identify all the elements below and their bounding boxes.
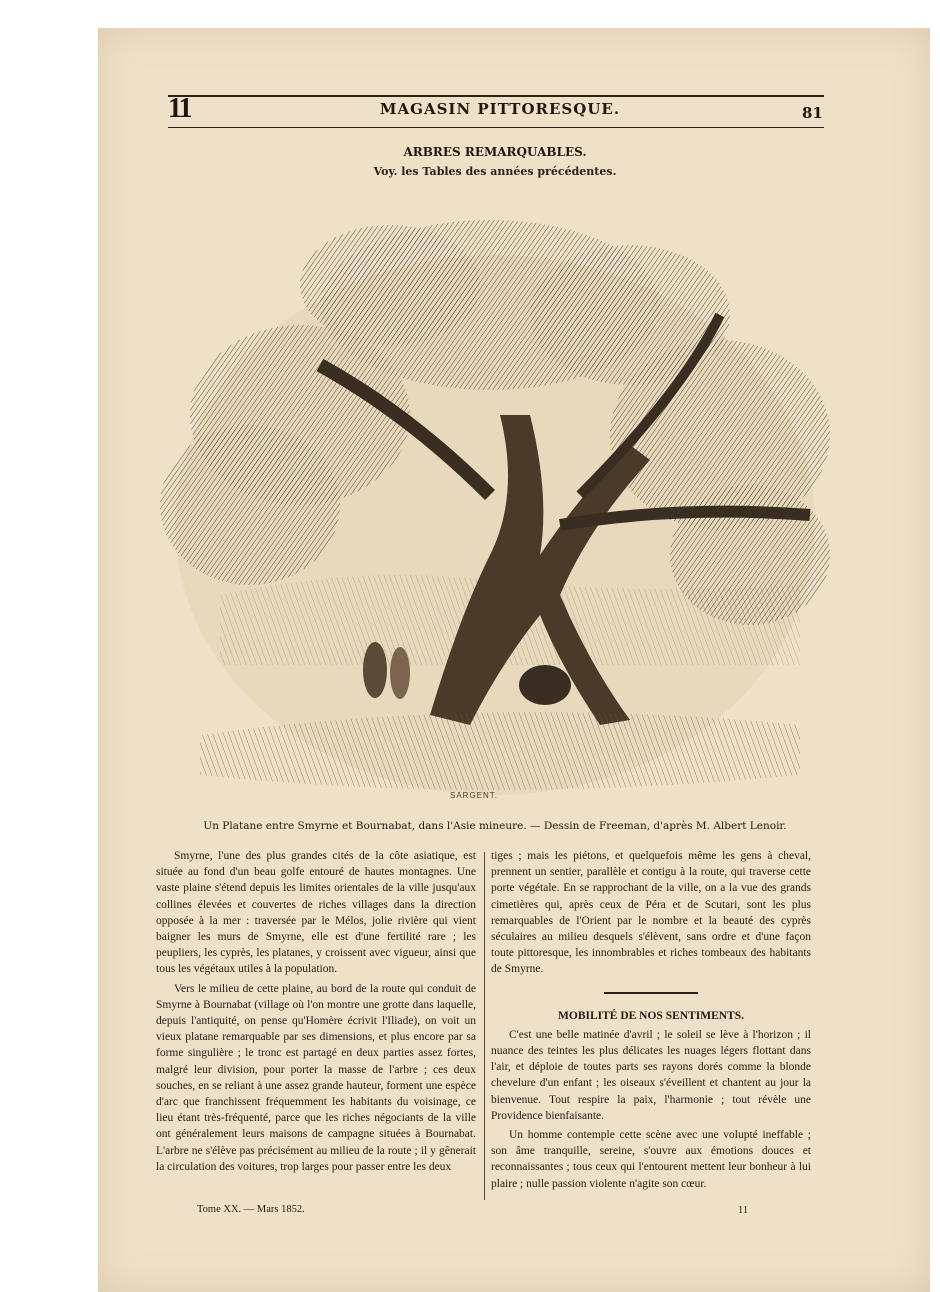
paragraph: tiges ; mais les piétons, et quelquefois même les gens à cheval, prennent un sentier, parallèle et contigu à la route, qui traverse cette porte végétale. En se rapprochant de la ville, on a la vue des grands cimetières qui, après ceux de Péra et de Scutari, sont les plus remarquables de l'Orient par le nombre et la beauté des cyprès séculaires au milieu desquels s'élèvent, sans ordre et d'une façon toute pittoresque, les innombrables et riches tombeaux des habitants de Smyrne. [491, 850, 811, 976]
article-subtitle: Voy. les Tables des années précédentes. [373, 165, 617, 178]
section-separator [604, 992, 698, 994]
figure-rider [519, 665, 571, 705]
column-right [491, 848, 811, 1195]
column-divider [484, 852, 485, 1200]
figure-women [363, 642, 387, 698]
volume-line: Tome XX. — Mars 1852. [197, 1204, 305, 1215]
paragraph: Vers le milieu de cette plaine, au bord de la route qui conduit de Smyrne à Bournabat (village où l'on montre une grotte dans laquelle, depuis l'antiquité, on pense qu'Homère écrivit l'Iliade), on voit un vieux platane remarquable par ses dimensions, et plus encore par sa forme singulière ; le tronc est partagé en deux parties assez fortes, malgré leur division, pour porter la masse de l'arbre ; ces deux souches, en se reliant à une assez grande hauteur, forment une espèce d'arc que franchissent fréquemment les habitants du voisinage, ce lieu étant très-fréquenté, parce que les riches négociants de la ville ont généralement leurs maisons de campagne situées à Bournabat. L'arbre ne s'élève pas précisément au milieu de la route ; il y gênerait la circulation des voitures, trop larges pour passer entre les deux [156, 982, 476, 1173]
header-rule-bottom [168, 127, 824, 128]
second-article-title: MOBILITÉ DE NOS SENTIMENTS. [558, 1009, 744, 1022]
engraver-signature: SARGENT. [450, 791, 499, 800]
page-number: 81 [802, 104, 823, 122]
illustration-caption: Un Platane entre Smyrne et Bournabat, dans l'Asie mineure. — Dessin de Freeman, d'après M. Albert Lenoir. [203, 820, 787, 832]
paragraph: Un homme contemple cette scène avec une volupté ineffable ; son âme tranquille, sereine, s'ouvre aux émotions douces et reconnaissantes ; tous ceux qui l'entourent mettent leur bonheur à lui plaire ; nulle passion violente n'agite son cœur. [491, 1129, 811, 1190]
running-header-title: MAGASIN PITTORESQUE. [379, 100, 621, 118]
signature-mark: 11 [738, 1205, 749, 1216]
folio-left: 11 [168, 93, 191, 124]
paragraph: C'est une belle matinée d'avril ; le soleil se lève à l'horizon ; il nuance des teintes les plus délicates les nuages légers flottant dans l'air, et déploie de toutes parts ses rayons dorés comme la blonde chevelure d'un enfant ; les oiseaux s'éveillent et chantent au jour la bienvenue. Tout respire la paix, l'harmonie ; tout révèle une Providence bienfaisante. [491, 1028, 811, 1122]
paragraph: Smyrne, l'une des plus grandes cités de la côte asiatique, est située au fond d'un beau golfe entouré de hautes montagnes. Une vaste plaine s'étend depuis les limites orientales de la ville jusqu'aux collines élevées et couvertes de riches villages dans la direction opposée à la mer : traversée par le Mélos, jolie rivière qui vient baigner les murs de Smyrne, elle est d'une fertilité rare ; les peupliers, les cyprès, les platanes, y croissent avec vigueur, ainsi que tous les végétaux utiles à la population. [156, 850, 476, 976]
column-left [156, 848, 476, 1178]
header-rule-top [168, 95, 824, 97]
plane-tree-engraving [160, 195, 830, 815]
article-title: ARBRES REMARQUABLES. [403, 145, 587, 159]
